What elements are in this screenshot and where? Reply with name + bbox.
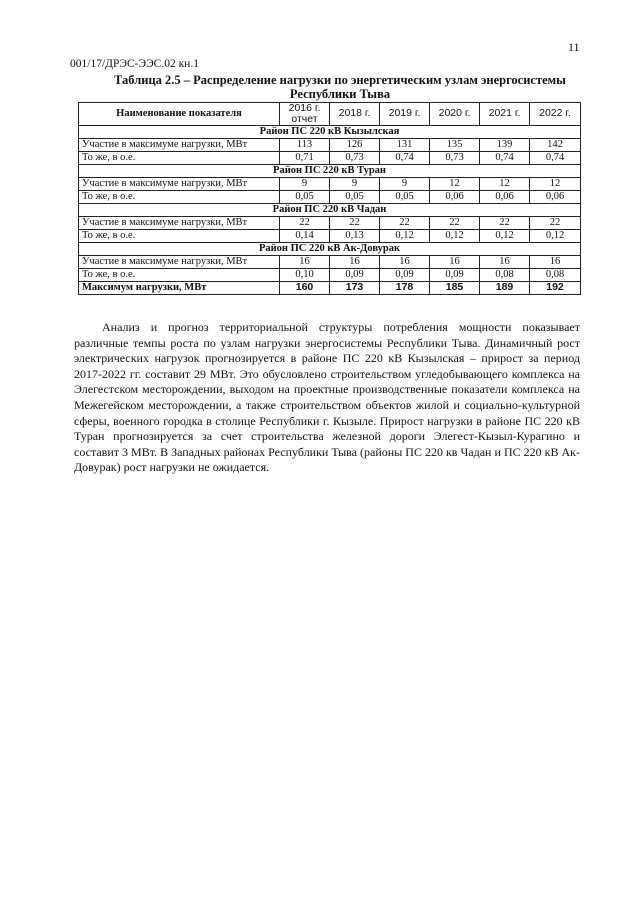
cell-value: 16 xyxy=(530,256,581,269)
row-label: То же, в о.е. xyxy=(79,152,280,165)
table-row xyxy=(79,256,581,269)
cell-value: 135 xyxy=(430,139,480,152)
cell-value: 0,12 xyxy=(430,230,480,243)
section-title: Район ПС 220 кВ Туран xyxy=(79,165,581,178)
table-body xyxy=(79,126,581,295)
cell-value: 12 xyxy=(430,178,480,191)
cell-value: 9 xyxy=(380,178,430,191)
cell-value: 0,09 xyxy=(330,269,380,282)
header-year: 2021 г. xyxy=(480,103,530,126)
cell-value: 16 xyxy=(480,256,530,269)
header-year: 2019 г. xyxy=(380,103,430,126)
document-code: 001/17/ДРЭС-ЭЭС.02 кн.1 xyxy=(70,58,199,70)
header-year-2016-label: 2016 г. xyxy=(288,102,321,114)
header-year: 2018 г. xyxy=(330,103,380,126)
row-label: Участие в максимуме нагрузки, МВт xyxy=(79,217,280,230)
cell-value: 0,05 xyxy=(330,191,380,204)
row-label: То же, в о.е. xyxy=(79,230,280,243)
row-label: То же, в о.е. xyxy=(79,269,280,282)
cell-value: 142 xyxy=(530,139,581,152)
cell-value: 0,74 xyxy=(380,152,430,165)
page-number: 11 xyxy=(568,40,580,54)
section-row xyxy=(79,243,581,256)
section-title: Район ПС 220 кВ Чадан xyxy=(79,204,581,217)
cell-value: 0,74 xyxy=(480,152,530,165)
row-label: То же, в о.е. xyxy=(79,191,280,204)
cell-value: 0,73 xyxy=(430,152,480,165)
cell-value: 0,09 xyxy=(380,269,430,282)
cell-value: 16 xyxy=(380,256,430,269)
cell-value: 16 xyxy=(330,256,380,269)
cell-value: 0,06 xyxy=(530,191,581,204)
cell-value: 0,08 xyxy=(530,269,581,282)
cell-value: 0,74 xyxy=(530,152,581,165)
total-value: 185 xyxy=(430,282,480,295)
cell-value: 0,12 xyxy=(530,230,581,243)
total-value: 173 xyxy=(330,282,380,295)
table-row xyxy=(79,269,581,282)
cell-value: 9 xyxy=(280,178,330,191)
cell-value: 139 xyxy=(480,139,530,152)
table-row xyxy=(79,191,581,204)
table-row xyxy=(79,139,581,152)
table-row xyxy=(79,152,581,165)
cell-value: 12 xyxy=(530,178,581,191)
table-row xyxy=(79,230,581,243)
cell-value: 0,05 xyxy=(380,191,430,204)
header-year: 2022 г. xyxy=(530,103,581,126)
total-value: 192 xyxy=(530,282,581,295)
table-row xyxy=(79,217,581,230)
table-row xyxy=(79,178,581,191)
cell-value: 16 xyxy=(430,256,480,269)
total-label: Максимум нагрузки, МВт xyxy=(79,282,280,295)
cell-value: 22 xyxy=(330,217,380,230)
cell-value: 22 xyxy=(380,217,430,230)
header-year-2016 xyxy=(280,103,330,126)
cell-value: 131 xyxy=(380,139,430,152)
cell-value: 16 xyxy=(280,256,330,269)
cell-value: 0,73 xyxy=(330,152,380,165)
row-label: Участие в максимуме нагрузки, МВт xyxy=(79,178,280,191)
section-title: Район ПС 220 кВ Ак-Довурак xyxy=(79,243,581,256)
table-header-row xyxy=(79,103,581,126)
cell-value: 22 xyxy=(430,217,480,230)
cell-value: 0,12 xyxy=(480,230,530,243)
load-distribution-table xyxy=(78,102,581,295)
section-row xyxy=(79,165,581,178)
cell-value: 0,14 xyxy=(280,230,330,243)
header-year: 2020 г. xyxy=(430,103,480,126)
total-value: 178 xyxy=(380,282,430,295)
cell-value: 0,13 xyxy=(330,230,380,243)
cell-value: 0,06 xyxy=(480,191,530,204)
total-value: 189 xyxy=(480,282,530,295)
cell-value: 0,10 xyxy=(280,269,330,282)
total-row xyxy=(79,282,581,295)
header-year-2016-note: отчет xyxy=(291,113,318,125)
cell-value: 22 xyxy=(280,217,330,230)
cell-value: 22 xyxy=(480,217,530,230)
cell-value: 0,12 xyxy=(380,230,430,243)
total-value: 160 xyxy=(280,282,330,295)
row-label: Участие в максимуме нагрузки, МВт xyxy=(79,256,280,269)
section-row xyxy=(79,204,581,217)
section-row xyxy=(79,126,581,139)
cell-value: 0,71 xyxy=(280,152,330,165)
section-title: Район ПС 220 кВ Кызылская xyxy=(79,126,581,139)
cell-value: 0,06 xyxy=(430,191,480,204)
cell-value: 126 xyxy=(330,139,380,152)
cell-value: 0,09 xyxy=(430,269,480,282)
row-label: Участие в максимуме нагрузки, МВт xyxy=(79,139,280,152)
cell-value: 113 xyxy=(280,139,330,152)
table-title: Таблица 2.5 – Распределение нагрузки по энергетическим узлам энергосистемы Республики Тыва xyxy=(114,73,566,101)
cell-value: 12 xyxy=(480,178,530,191)
analysis-paragraph: Анализ и прогноз территориальной структуры потребления мощности показывает различные темпы роста по узлам нагрузки энергосистемы Республики Тыва. Динамичный рост электрических нагрузок прогнозируется в районе ПС 220 кВ Кызылская – прирост за период 2017-2022 гг. составит 29 МВт. Это обусловлено строительством угледобывающего комплекса на Элегестском месторождении, выходом на проектные производственные показатели комплекса на Межегейском месторождении, а также строительством объектов жилой и социально-культурной сферы, военного городка в столице Республики г. Кызыле. Прирост нагрузки в районе ПС 220 кВ Туран прогнозируется за счет строительства железной дороги Элегест-Кызыл-Курагино и составит 3 МВт. В Западных районах Республики Тыва (районы ПС 220 кв Чадан и ПС 220 кВ Ак-Довурак) рост нагрузки не ожидается. xyxy=(74,320,580,475)
cell-value: 0,08 xyxy=(480,269,530,282)
cell-value: 0,05 xyxy=(280,191,330,204)
cell-value: 22 xyxy=(530,217,581,230)
header-indicator: Наименование показателя xyxy=(79,103,280,126)
cell-value: 9 xyxy=(330,178,380,191)
